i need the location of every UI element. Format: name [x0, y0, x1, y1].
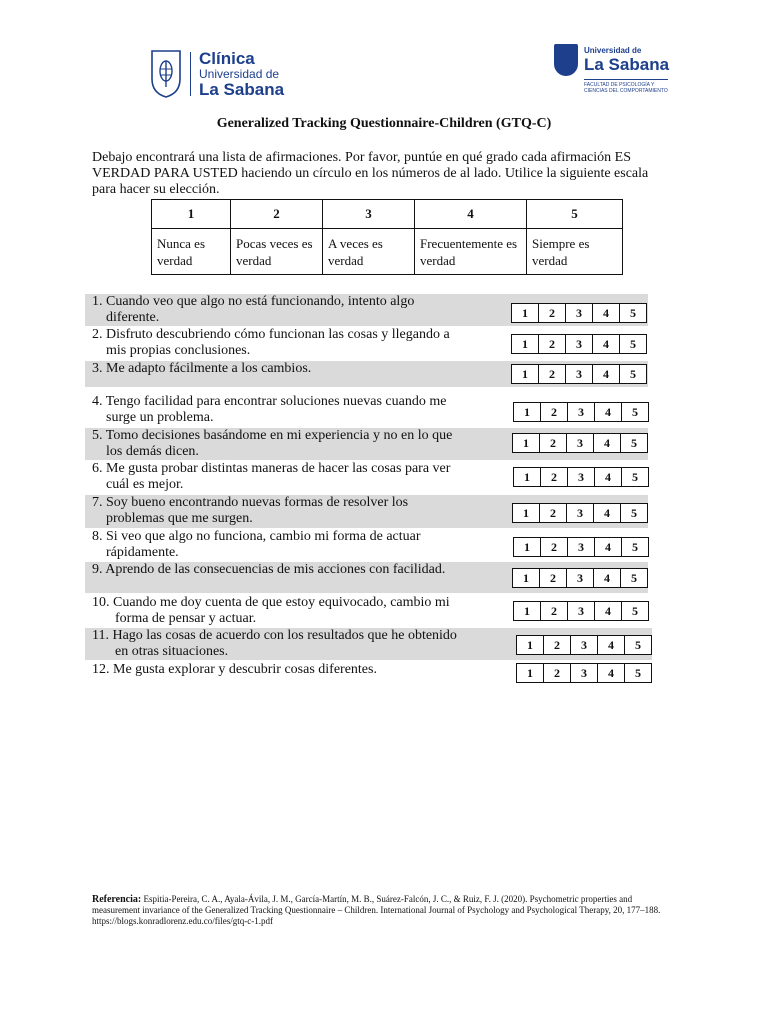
- reference-text: Espitia-Pereira, C. A., Ayala-Ávila, J. M., García-Martín, M. B., Suárez-Falcón, J. C., & Ruiz, F. J. (2020). Psychometric properties and measurement invariance of the Generalized Tracking Questionnaire – Children. International Journal of Psychology and Psychological Therapy, 20, 177–188. https://blogs.konradlorenz.edu.co/files/gtq-c-1.pdf: [92, 894, 661, 926]
- rating-options: [511, 334, 647, 354]
- question-text-continued: surge un problema.: [106, 410, 214, 425]
- scale-number: 3: [323, 200, 415, 229]
- rating-option[interactable]: 2: [539, 304, 566, 322]
- rating-option[interactable]: 5: [631, 571, 637, 585]
- clinica-logo: [150, 48, 284, 100]
- rating-option[interactable]: 3: [571, 636, 598, 654]
- question-row: [85, 394, 648, 426]
- scale-label: A veces es verdad: [323, 229, 415, 275]
- rating-option[interactable]: 4: [598, 636, 625, 654]
- logo-line-1: Clínica: [199, 49, 255, 68]
- rating-option[interactable]: 2: [541, 602, 568, 620]
- rating-option[interactable]: 1: [512, 335, 539, 353]
- rating-option[interactable]: 2: [539, 365, 566, 383]
- university-shield-icon: [554, 44, 578, 76]
- question-text: 9. Aprendo de las consecuencias de mis acciones con facilidad.: [92, 562, 446, 577]
- question-text-continued: cuál es mejor.: [106, 477, 184, 492]
- scale-label: Siempre es verdad: [527, 229, 623, 275]
- rating-option[interactable]: 2: [541, 538, 568, 556]
- rating-option[interactable]: 4: [594, 504, 621, 522]
- question-text-continued: rápidamente.: [106, 545, 179, 560]
- question-text: 3. Me adapto fácilmente a los cambios.: [92, 361, 312, 376]
- rating-option[interactable]: 5: [632, 540, 638, 554]
- scale-number: 5: [527, 200, 623, 229]
- question-text: 4. Tengo facilidad para encontrar soluciones nuevas cuando me: [92, 394, 447, 409]
- reference-label: Referencia:: [92, 894, 142, 905]
- rating-option[interactable]: 5: [632, 604, 638, 618]
- question-text: 11. Hago las cosas de acuerdo con los resultados que he obtenido: [92, 628, 457, 643]
- question-row: [85, 529, 648, 561]
- rating-option[interactable]: 4: [593, 335, 620, 353]
- rating-option[interactable]: 1: [517, 636, 544, 654]
- question-text: 1. Cuando veo que algo no está funcionando, intento algo: [92, 294, 415, 309]
- rating-option[interactable]: 3: [571, 664, 598, 682]
- rating-option[interactable]: 2: [540, 504, 567, 522]
- rating-options: [513, 537, 649, 557]
- rating-option[interactable]: 3: [566, 304, 593, 322]
- question-text-continued: forma de pensar y actuar.: [115, 611, 257, 626]
- universidad-logo: [554, 44, 672, 94]
- university-logo-line-1: Universidad de: [584, 46, 642, 56]
- rating-option[interactable]: 2: [540, 434, 567, 452]
- rating-option[interactable]: 1: [513, 504, 540, 522]
- rating-option[interactable]: 1: [512, 365, 539, 383]
- question-text-continued: problemas que me surgen.: [106, 511, 253, 526]
- question-text-continued: en otras situaciones.: [115, 644, 229, 659]
- rating-option[interactable]: 3: [567, 434, 594, 452]
- scale-number: 1: [152, 200, 231, 229]
- rating-options: [513, 402, 649, 422]
- rating-option[interactable]: 4: [593, 365, 620, 383]
- faculty-name: FACULTAD DE PSICOLOGÍA Y CIENCIAS DEL COMPORTAMIENTO: [584, 79, 668, 94]
- scale-label: Nunca es verdad: [152, 229, 231, 275]
- rating-option[interactable]: 5: [630, 367, 636, 381]
- rating-option[interactable]: 3: [566, 365, 593, 383]
- shield-crest-icon: [150, 49, 182, 99]
- rating-option[interactable]: 3: [568, 602, 595, 620]
- question-row: [85, 294, 648, 326]
- logo-line-2: Universidad de: [199, 67, 280, 81]
- question-row: [85, 662, 648, 686]
- rating-option[interactable]: 1: [514, 403, 541, 421]
- rating-scale-table: [151, 199, 623, 275]
- rating-option[interactable]: 5: [631, 436, 637, 450]
- question-text: 8. Si veo que algo no funciona, cambio mi forma de actuar: [92, 529, 421, 544]
- rating-option[interactable]: 2: [544, 636, 571, 654]
- rating-option[interactable]: 5: [635, 666, 641, 680]
- rating-option[interactable]: 1: [514, 602, 541, 620]
- rating-option[interactable]: 4: [595, 468, 622, 486]
- rating-options: [511, 303, 647, 323]
- rating-options: [516, 663, 652, 683]
- question-text: 7. Soy bueno encontrando nuevas formas de resolver los: [92, 495, 409, 510]
- rating-option[interactable]: 4: [593, 304, 620, 322]
- question-text: 2. Disfruto descubriendo cómo funcionan las cosas y llegando a: [92, 327, 450, 342]
- rating-options: [513, 601, 649, 621]
- rating-options: [512, 568, 648, 588]
- question-text: 5. Tomo decisiones basándome en mi experiencia y no en lo que: [92, 428, 453, 443]
- rating-option[interactable]: 1: [514, 538, 541, 556]
- rating-option[interactable]: 4: [595, 538, 622, 556]
- document-title: Generalized Tracking Questionnaire-Children (GTQ-C): [216, 116, 552, 131]
- question-row: [85, 428, 648, 460]
- rating-option[interactable]: 4: [594, 434, 621, 452]
- scale-number: 2: [231, 200, 323, 229]
- question-text-continued: mis propias conclusiones.: [106, 343, 251, 358]
- scale-label: Pocas veces es verdad: [231, 229, 323, 275]
- rating-option[interactable]: 3: [568, 468, 595, 486]
- question-text: 10. Cuando me doy cuenta de que estoy equivocado, cambio mi: [92, 595, 450, 610]
- question-text-continued: los demás dicen.: [106, 444, 199, 459]
- rating-option[interactable]: 1: [514, 468, 541, 486]
- rating-options: [516, 635, 652, 655]
- rating-options: [513, 467, 649, 487]
- question-row: [85, 495, 648, 528]
- rating-option[interactable]: 1: [513, 434, 540, 452]
- rating-options: [512, 503, 648, 523]
- rating-option[interactable]: 5: [630, 337, 636, 351]
- question-row: [85, 361, 648, 387]
- rating-option[interactable]: 5: [631, 506, 637, 520]
- reference: [92, 894, 672, 927]
- rating-option[interactable]: 5: [630, 306, 636, 320]
- rating-option[interactable]: 4: [595, 602, 622, 620]
- rating-option[interactable]: 4: [594, 569, 621, 587]
- rating-option[interactable]: 3: [568, 403, 595, 421]
- university-logo-line-2: La Sabana: [584, 54, 670, 74]
- rating-option[interactable]: 1: [517, 664, 544, 682]
- scale-number: 4: [415, 200, 527, 229]
- rating-option[interactable]: 3: [567, 569, 594, 587]
- rating-option[interactable]: 2: [540, 569, 567, 587]
- rating-option[interactable]: 2: [539, 335, 566, 353]
- rating-options: [512, 433, 648, 453]
- rating-option[interactable]: 5: [632, 405, 638, 419]
- rating-options: [511, 364, 647, 384]
- rating-option[interactable]: 3: [568, 538, 595, 556]
- logo-line-3: La Sabana: [199, 80, 285, 99]
- rating-option[interactable]: 5: [632, 470, 638, 484]
- question-text-continued: diferente.: [106, 310, 160, 325]
- rating-option[interactable]: 3: [566, 335, 593, 353]
- rating-option[interactable]: 3: [567, 504, 594, 522]
- rating-option[interactable]: 5: [635, 638, 641, 652]
- question-text: 6. Me gusta probar distintas maneras de hacer las cosas para ver: [92, 461, 451, 476]
- scale-label: Frecuentemente es verdad: [415, 229, 527, 275]
- rating-option[interactable]: 1: [513, 569, 540, 587]
- rating-option[interactable]: 4: [598, 664, 625, 682]
- instructions: Debajo encontrará una lista de afirmaciones. Por favor, puntúe en qué grado cada afirmación ES VERDAD PARA USTED haciendo un círculo en los números de al lado. Utilice la siguiente escala para hacer su elección.: [92, 150, 649, 197]
- question-row: [85, 461, 648, 493]
- question-row: [85, 327, 648, 359]
- question-text: 12. Me gusta explorar y descubrir cosas diferentes.: [92, 662, 377, 677]
- rating-option[interactable]: 2: [541, 468, 568, 486]
- logo-divider: [190, 52, 191, 96]
- question-row: [85, 562, 648, 593]
- rating-option[interactable]: 1: [512, 304, 539, 322]
- question-row: [85, 595, 648, 627]
- question-row: [85, 628, 652, 660]
- rating-option[interactable]: 4: [595, 403, 622, 421]
- rating-option[interactable]: 2: [541, 403, 568, 421]
- rating-option[interactable]: 2: [544, 664, 571, 682]
